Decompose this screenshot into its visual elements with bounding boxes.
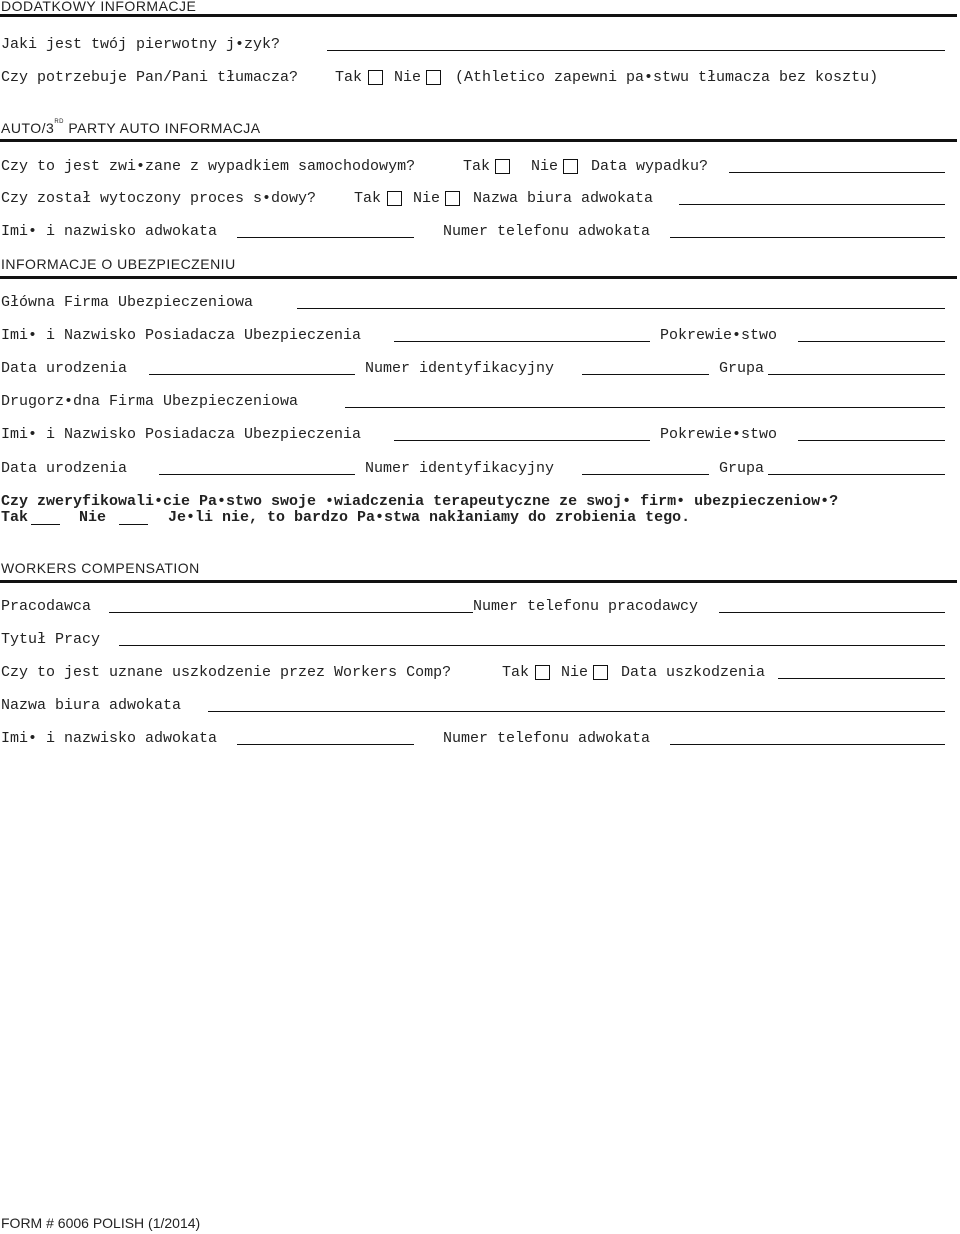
verify-note: Je•li nie, to bardzo Pa•stwa nakłaniamy do zrobienia tego. [168, 509, 691, 526]
form-id: FORM # 6006 POLISH (1/2014) [1, 1215, 201, 1231]
primary-id-field[interactable] [582, 373, 709, 375]
verify-benefits-question: Czy zweryfikowali•cie Pa•stwo swoje •wiadczenia terapeutyczne ze swoj• firm• ubezpieczeniow•? [1, 493, 839, 510]
wc-lawyer-phone-label: Numer telefonu adwokata [443, 730, 651, 747]
verify-yes-field[interactable] [31, 523, 60, 525]
verify-no-label: Nie [79, 509, 107, 526]
primary-group-field[interactable] [768, 373, 945, 375]
primary-company-field[interactable] [297, 307, 945, 309]
employer-phone-field[interactable] [719, 611, 945, 613]
translator-yes-checkbox[interactable] [368, 70, 383, 85]
translator-yes-label: Tak [335, 69, 363, 86]
lawsuit-yes-label: Tak [354, 190, 382, 207]
insurance-heading: INFORMACJE O UBEZPIECZENIU [1, 256, 236, 272]
auto-lawyer-name-label: Imi• i nazwisko adwokata [1, 223, 218, 240]
section-rule [0, 580, 957, 583]
secondary-company-field[interactable] [345, 406, 945, 408]
secondary-company-label: Drugorz•dna Firma Ubezpieczeniowa [1, 393, 299, 410]
injury-no-label: Nie [561, 664, 589, 681]
primary-group-label: Grupa [719, 360, 765, 377]
secondary-holder-label: Imi• i Nazwisko Posiadacza Ubezpieczenia [1, 426, 362, 443]
secondary-group-field[interactable] [768, 473, 945, 475]
auto-heading: AUTO/3RD PARTY AUTO INFORMACJA [1, 119, 261, 136]
primary-dob-field[interactable] [149, 373, 355, 375]
accident-label: Czy to jest zwi•zane z wypadkiem samochodowym? [1, 158, 416, 175]
verify-no-field[interactable] [119, 523, 148, 525]
primary-holder-field[interactable] [394, 340, 650, 342]
injury-date-label: Data uszkodzenia [621, 664, 766, 681]
injury-label: Czy to jest uznane uszkodzenie przez Workers Comp? [1, 664, 452, 681]
primary-relationship-label: Pokrewie•stwo [660, 327, 778, 344]
lawsuit-yes-checkbox[interactable] [387, 191, 402, 206]
additional-info-heading: DODATKOWY INFORMACJE [1, 0, 197, 14]
wc-lawyer-office-label: Nazwa biura adwokata [1, 697, 182, 714]
translator-no-checkbox[interactable] [426, 70, 441, 85]
job-title-field[interactable] [119, 644, 945, 646]
lawsuit-label: Czy został wytoczony proces s•dowy? [1, 190, 317, 207]
accident-date-field[interactable] [729, 171, 945, 173]
wc-lawyer-name-field[interactable] [237, 743, 414, 745]
auto-lawyer-office-field[interactable] [679, 203, 945, 205]
section-rule [0, 14, 957, 17]
translator-label: Czy potrzebuje Pan/Pani tłumacza? [1, 69, 299, 86]
accident-yes-label: Tak [463, 158, 491, 175]
secondary-group-label: Grupa [719, 460, 765, 477]
wc-lawyer-name-label: Imi• i nazwisko adwokata [1, 730, 218, 747]
translator-no-label: Nie [394, 69, 422, 86]
language-label: Jaki jest twój pierwotny j•zyk? [1, 36, 281, 53]
accident-no-checkbox[interactable] [563, 159, 578, 174]
auto-lawyer-office-label: Nazwa biura adwokata [473, 190, 654, 207]
section-rule [0, 139, 957, 142]
job-title-label: Tytuł Pracy [1, 631, 101, 648]
injury-yes-checkbox[interactable] [535, 665, 550, 680]
lawsuit-no-checkbox[interactable] [445, 191, 460, 206]
auto-lawyer-name-field[interactable] [237, 236, 414, 238]
secondary-id-field[interactable] [582, 473, 709, 475]
injury-date-field[interactable] [778, 677, 945, 679]
secondary-relationship-label: Pokrewie•stwo [660, 426, 778, 443]
lawsuit-no-label: Nie [413, 190, 441, 207]
employer-field[interactable] [109, 611, 473, 613]
workers-comp-heading: WORKERS COMPENSATION [1, 560, 200, 576]
translator-note: (Athletico zapewni pa•stwu tłumacza bez kosztu) [455, 69, 879, 86]
employer-label: Pracodawca [1, 598, 92, 615]
employer-phone-label: Numer telefonu pracodawcy [473, 598, 699, 615]
secondary-dob-field[interactable] [159, 473, 355, 475]
secondary-id-label: Numer identyfikacyjny [365, 460, 555, 477]
secondary-holder-field[interactable] [394, 439, 650, 441]
section-rule [0, 276, 957, 279]
accident-date-label: Data wypadku? [591, 158, 709, 175]
wc-lawyer-office-field[interactable] [208, 710, 945, 712]
primary-holder-label: Imi• i Nazwisko Posiadacza Ubezpieczenia [1, 327, 362, 344]
injury-yes-label: Tak [502, 664, 530, 681]
secondary-dob-label: Data urodzenia [1, 460, 128, 477]
verify-yes-label: Tak [1, 509, 29, 526]
primary-dob-label: Data urodzenia [1, 360, 128, 377]
primary-id-label: Numer identyfikacyjny [365, 360, 555, 377]
secondary-relationship-field[interactable] [798, 439, 945, 441]
accident-yes-checkbox[interactable] [495, 159, 510, 174]
injury-no-checkbox[interactable] [593, 665, 608, 680]
wc-lawyer-phone-field[interactable] [670, 743, 945, 745]
language-field[interactable] [327, 49, 945, 51]
primary-relationship-field[interactable] [798, 340, 945, 342]
auto-lawyer-phone-label: Numer telefonu adwokata [443, 223, 651, 240]
auto-lawyer-phone-field[interactable] [670, 236, 945, 238]
accident-no-label: Nie [531, 158, 559, 175]
primary-company-label: Główna Firma Ubezpieczeniowa [1, 294, 254, 311]
